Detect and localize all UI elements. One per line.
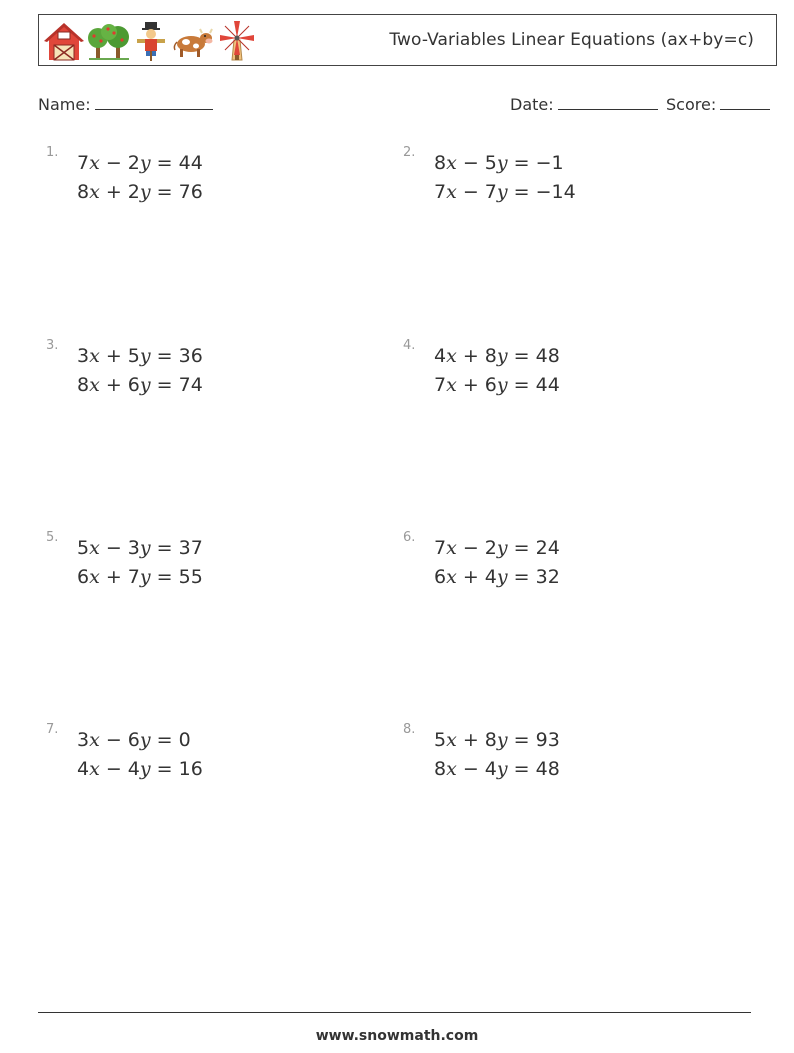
equation-first xyxy=(434,729,560,751)
variable-y: y xyxy=(139,729,151,751)
equation-term: 5 xyxy=(434,729,447,751)
equation-term: 7 xyxy=(434,374,447,396)
variable-y: y xyxy=(496,566,508,588)
score-field[interactable] xyxy=(666,93,770,114)
equation-first xyxy=(434,152,564,174)
variable-x: x xyxy=(89,537,100,559)
equation-term: − 2 xyxy=(456,537,497,559)
variable-x: x xyxy=(89,181,100,203)
equation-second xyxy=(77,374,203,396)
equation-term: + 8 xyxy=(456,345,497,367)
equation-second xyxy=(77,758,203,780)
variable-x: x xyxy=(89,566,100,588)
equation-term: 3 xyxy=(77,729,90,751)
problem-number: 6. xyxy=(403,530,416,545)
variable-y: y xyxy=(139,566,151,588)
date-blank[interactable] xyxy=(558,93,658,110)
problem-number: 2. xyxy=(403,145,416,160)
variable-y: y xyxy=(139,374,151,396)
score-label: Score: xyxy=(666,95,717,114)
equation-term: + 2 xyxy=(99,181,140,203)
variable-y: y xyxy=(139,537,151,559)
equation-term: 6 xyxy=(77,566,90,588)
problem-item xyxy=(46,145,376,215)
problem-item xyxy=(403,338,733,408)
equation-term: 7 xyxy=(77,152,90,174)
equation-term: = 37 xyxy=(150,537,203,559)
equation-term: + 6 xyxy=(456,374,497,396)
equation-second xyxy=(434,374,560,396)
equation-term: 5 xyxy=(77,537,90,559)
variable-x: x xyxy=(89,758,100,780)
equation-term: + 6 xyxy=(99,374,140,396)
problem-item xyxy=(403,145,733,215)
equation-term: = 74 xyxy=(150,374,203,396)
variable-y: y xyxy=(496,181,508,203)
equation-term: + 7 xyxy=(99,566,140,588)
problem-number: 1. xyxy=(46,145,59,160)
equation-term: = 32 xyxy=(507,566,560,588)
problem-number: 4. xyxy=(403,338,416,353)
equation-term: 4 xyxy=(434,345,447,367)
footer-divider xyxy=(38,1012,751,1013)
variable-y: y xyxy=(496,152,508,174)
equation-first xyxy=(77,729,191,751)
equation-term: 7 xyxy=(434,537,447,559)
windmill-icon xyxy=(217,20,257,62)
problem-number: 5. xyxy=(46,530,59,545)
equation-term: 8 xyxy=(77,374,90,396)
problem-item xyxy=(46,530,376,600)
problem-number: 7. xyxy=(46,722,59,737)
score-blank[interactable] xyxy=(720,93,770,110)
variable-y: y xyxy=(139,181,151,203)
equation-term: = 16 xyxy=(150,758,203,780)
cow-icon xyxy=(171,20,215,62)
equation-term: = 0 xyxy=(150,729,191,751)
barn-icon xyxy=(43,20,85,62)
problem-number: 8. xyxy=(403,722,416,737)
variable-y: y xyxy=(496,729,508,751)
equation-term: = −14 xyxy=(507,181,576,203)
equation-term: 6 xyxy=(434,566,447,588)
problem-item xyxy=(46,338,376,408)
equation-second xyxy=(77,566,203,588)
variable-y: y xyxy=(496,345,508,367)
variable-x: x xyxy=(446,152,457,174)
name-label: Name: xyxy=(38,95,91,114)
equation-term: 8 xyxy=(77,181,90,203)
equation-term: = 76 xyxy=(150,181,203,203)
equation-term: = 44 xyxy=(507,374,560,396)
equation-second xyxy=(434,566,560,588)
variable-x: x xyxy=(446,374,457,396)
variable-x: x xyxy=(446,758,457,780)
date-field[interactable] xyxy=(510,93,658,114)
equation-term: = 48 xyxy=(507,758,560,780)
worksheet-title: Two-Variables Linear Equations (ax+by=c) xyxy=(389,30,754,50)
equation-term: − 4 xyxy=(99,758,140,780)
equation-term: − 7 xyxy=(456,181,497,203)
variable-y: y xyxy=(496,374,508,396)
equation-term: 8 xyxy=(434,152,447,174)
equation-term: = 55 xyxy=(150,566,203,588)
equation-term: − 6 xyxy=(99,729,140,751)
equation-term: − 3 xyxy=(99,537,140,559)
header-icons xyxy=(43,19,257,63)
problem-item xyxy=(403,722,733,792)
equation-term: − 5 xyxy=(456,152,497,174)
equation-second xyxy=(77,181,203,203)
variable-y: y xyxy=(139,345,151,367)
variable-y: y xyxy=(139,758,151,780)
variable-x: x xyxy=(446,729,457,751)
equation-second xyxy=(434,181,576,203)
variable-y: y xyxy=(496,758,508,780)
apple-tree-icon xyxy=(87,20,131,62)
footer-url[interactable]: www.snowmath.com xyxy=(315,1028,479,1044)
equation-first xyxy=(77,537,203,559)
variable-x: x xyxy=(446,181,457,203)
variable-x: x xyxy=(89,374,100,396)
equation-term: = 93 xyxy=(507,729,560,751)
variable-x: x xyxy=(89,729,100,751)
variable-y: y xyxy=(496,537,508,559)
problem-item xyxy=(403,530,733,600)
equation-term: + 5 xyxy=(99,345,140,367)
equation-term: − 2 xyxy=(99,152,140,174)
variable-x: x xyxy=(446,345,457,367)
date-label: Date: xyxy=(510,95,554,114)
equation-term: 3 xyxy=(77,345,90,367)
variable-x: x xyxy=(446,537,457,559)
variable-y: y xyxy=(139,152,151,174)
equation-term: = 36 xyxy=(150,345,203,367)
problem-number: 3. xyxy=(46,338,59,353)
equation-second xyxy=(434,758,560,780)
variable-x: x xyxy=(446,566,457,588)
equation-term: = −1 xyxy=(507,152,564,174)
equation-term: 7 xyxy=(434,181,447,203)
equation-term: + 8 xyxy=(456,729,497,751)
equation-term: = 24 xyxy=(507,537,560,559)
name-blank[interactable] xyxy=(95,93,213,110)
equation-first xyxy=(434,345,560,367)
problem-item xyxy=(46,722,376,792)
equation-term: − 4 xyxy=(456,758,497,780)
equation-term: = 44 xyxy=(150,152,203,174)
equation-term: + 4 xyxy=(456,566,497,588)
equation-term: 8 xyxy=(434,758,447,780)
equation-first xyxy=(77,345,203,367)
equation-first xyxy=(434,537,560,559)
worksheet-header xyxy=(38,14,777,66)
name-field[interactable] xyxy=(38,93,213,114)
scarecrow-icon xyxy=(133,20,169,62)
equation-term: 4 xyxy=(77,758,90,780)
equation-first xyxy=(77,152,203,174)
variable-x: x xyxy=(89,152,100,174)
equation-term: = 48 xyxy=(507,345,560,367)
variable-x: x xyxy=(89,345,100,367)
